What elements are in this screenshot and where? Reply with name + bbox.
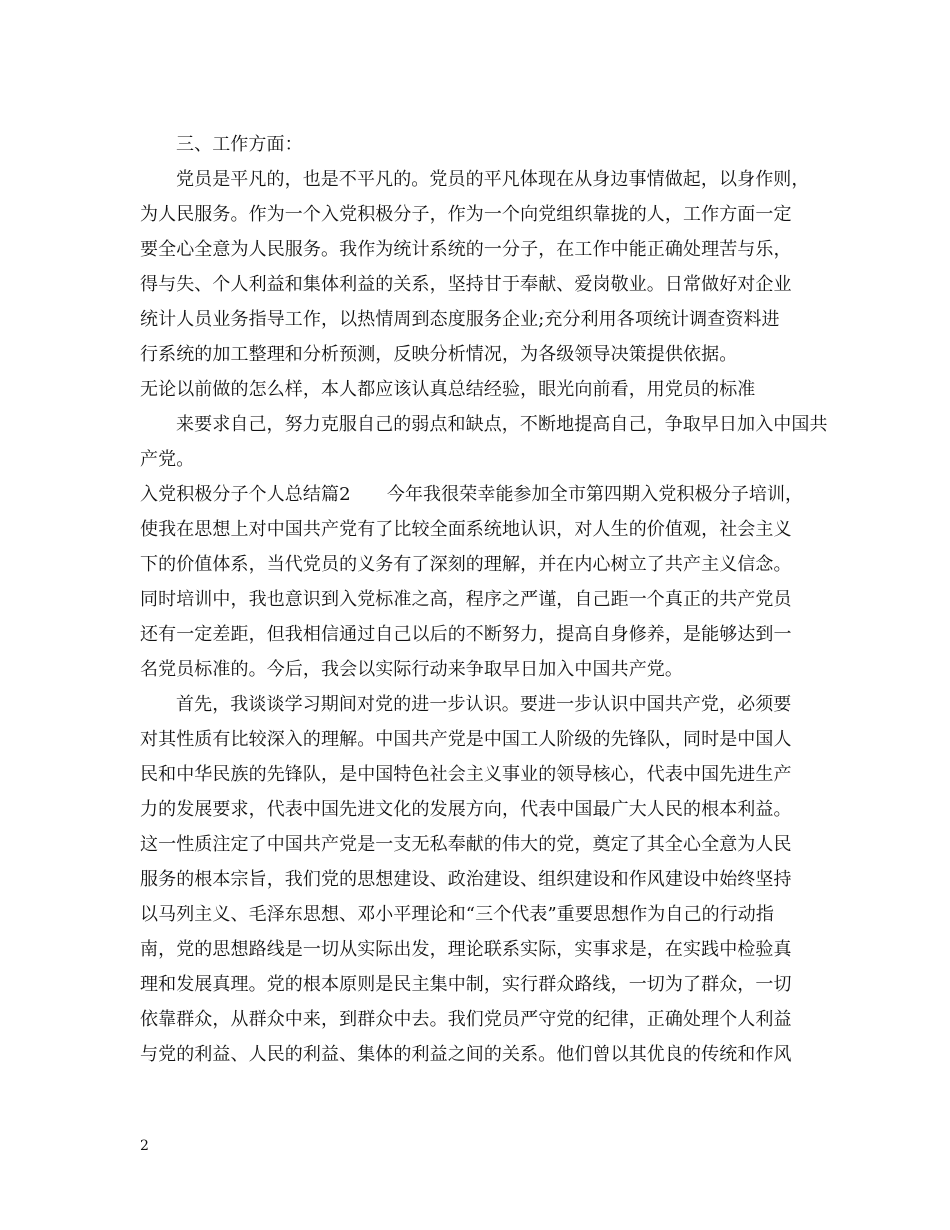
text-line: 民和中华民族的先锋队，是中国特色社会主义事业的领导核心，代表中国先进生产 xyxy=(140,764,792,785)
text-line: 使我在思想上对中国共产党有了比较全面系统地认识，对人生的价值观，社会主义 xyxy=(140,519,792,540)
text-line: 对其性质有比较深入的理解。中国共产党是中国工人阶级的先锋队，同时是中国人 xyxy=(140,729,792,750)
text-line: 三、工作方面： xyxy=(176,134,303,155)
text-line: 名党员标准的。今后，我会以实际行动来争取早日加入中国共产党。 xyxy=(140,659,683,680)
text-line: 服务的根本宗旨，我们党的思想建设、政治建设、组织建设和作风建设中始终坚持 xyxy=(140,869,792,890)
text-line: 统计人员业务指导工作，以热情周到态度服务企业;充分利用各项统计调查资料进 xyxy=(140,309,780,330)
text-line: 理和发展真理。党的根本原则是民主集中制，实行群众路线，一切为了群众，一切 xyxy=(140,974,792,995)
page-number: 2 xyxy=(140,1138,149,1154)
text-line: 无论以前做的怎么样，本人都应该认真总结经验，眼光向前看，用党员的标准 xyxy=(140,379,756,400)
text-line: 行系统的加工整理和分析预测，反映分析情况，为各级领导决策提供依据。 xyxy=(140,344,738,365)
text-line: 要全心全意为人民服务。我作为统计系统的一分子，在工作中能正确处理苦与乐， xyxy=(140,239,792,260)
text-line: 同时培训中，我也意识到入党标准之高，程序之严谨，自己距一个真正的共产党员 xyxy=(140,589,792,610)
text-line: 还有一定差距，但我相信通过自己以后的不断努力，提高自身修养，是能够达到一 xyxy=(140,624,792,645)
text-line: 南，党的思想路线是一切从实际出发，理论联系实际，实事求是，在实践中检验真 xyxy=(140,939,792,960)
text-line: 得与失、个人利益和集体利益的关系，坚持甘于奉献、爱岗敬业。日常做好对企业 xyxy=(140,274,792,295)
text-line: 力的发展要求，代表中国先进文化的发展方向，代表中国最广大人民的根本利益。 xyxy=(140,799,792,820)
text-line: 与党的利益、人民的利益、集体的利益之间的关系。他们曾以其优良的传统和作风 xyxy=(140,1044,792,1065)
text-line: 下的价值体系，当代党员的义务有了深刻的理解，并在内心树立了共产主义信念。 xyxy=(140,554,792,575)
text-line: 这一性质注定了中国共产党是一支无私奉献的伟大的党，奠定了其全心全意为人民 xyxy=(140,834,792,855)
text-line: 党员是平凡的，也是不平凡的。党员的平凡体现在从身边事情做起，以身作则， xyxy=(176,169,810,190)
text-line: 首先，我谈谈学习期间对党的进一步认识。要进一步认识中国共产党，必须要 xyxy=(176,694,792,715)
text-line: 依靠群众，从群众中来，到群众中去。我们党员严守党的纪律，正确处理个人利益 xyxy=(140,1009,792,1030)
text-line: 为人民服务。作为一个入党积极分子，作为一个向党组织靠拢的人，工作方面一定 xyxy=(140,204,792,225)
text-line: 以马列主义、毛泽东思想、邓小平理论和“三个代表”重要思想作为自己的行动指 xyxy=(140,904,775,925)
section-heading-line: 入党积极分子个人总结篇2 今年我很荣幸能参加全市第四期入党积极分子培训， xyxy=(140,484,804,505)
text-line: 产党。 xyxy=(140,449,195,470)
text-line: 来要求自己，努力克服自己的弱点和缺点，不断地提高自己，争取早日加入中国共 xyxy=(176,414,828,435)
